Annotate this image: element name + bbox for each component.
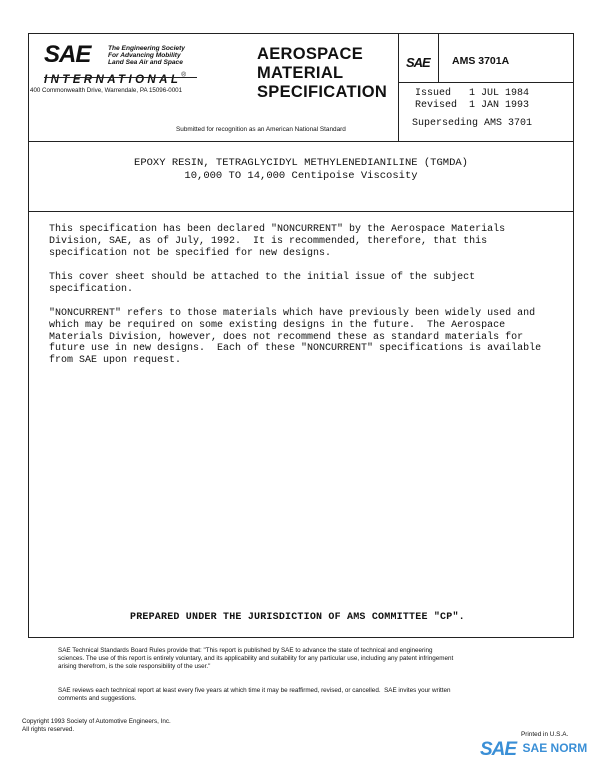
subject-divider: [28, 211, 574, 212]
watermark-text: SAE NORM: [522, 741, 588, 755]
subject-title: [28, 157, 574, 182]
title-line-3: SPECIFICATION: [257, 83, 388, 101]
issued-row: [415, 88, 529, 101]
issued-label: Issued: [415, 88, 452, 99]
page-title: [257, 45, 387, 102]
international-text: INTERNATIONAL: [44, 74, 182, 86]
watermark-logo: SAE: [480, 739, 517, 760]
revised-date: 1 JAN 1993: [469, 100, 530, 111]
doc-number-divider: [398, 82, 574, 83]
sae-logo-text: SAE: [44, 41, 91, 68]
revised-row: [415, 100, 529, 113]
title-line-1: AEROSPACE: [257, 45, 363, 63]
international-wordmark: [44, 70, 186, 88]
prepared-statement: PREPARED UNDER THE JURISDICTION OF AMS COMMITTEE "CP".: [130, 612, 465, 623]
review-note: SAE reviews each technical report at least every five years at which time it may be reaffirmed, revised, or cancelled. SAE invites your written comments and suggestions.: [58, 687, 451, 702]
sae-tagline: [108, 45, 185, 67]
address: 400 Commonwealth Drive, Warrendale, PA 15096-0001: [30, 87, 183, 94]
doc-number: AMS 3701A: [452, 55, 510, 67]
copyright: Copyright 1993 Society of Automotive Engineers, Inc. All rights reserved.: [22, 718, 171, 733]
subject-line-2: 10,000 TO 14,000 Centipoise Viscosity: [184, 169, 418, 182]
title-line-2: MATERIAL: [257, 64, 344, 82]
revised-label: Revised: [415, 100, 458, 111]
recognition-note: Submitted for recognition as an American National Standard: [176, 126, 346, 133]
issued-date: 1 JUL 1984: [469, 88, 530, 99]
header-divider: [28, 141, 574, 142]
subject-line-1: EPOXY RESIN, TETRAGLYCIDYL METHYLENEDIANILINE (TGMDA): [134, 157, 468, 169]
standards-rules: SAE Technical Standards Board Rules provide that: "This report is published by SAE to advance the state of technical and engineering sciences. The use of this report is entirely voluntary, and its applicability and suitability for any particular use, including any patent infringement arising therefrom, is the sole responsibility of the user.": [58, 647, 454, 670]
paragraph-3: "NONCURRENT" refers to those materials which have previously been widely used and which may be required on some existing designs in the future. The Aerospace Materials Division, however, does not recommend these as standard materials for future use in new designs. Each of these "NONCURRENT" specifications is available from SAE upon request.: [49, 308, 542, 367]
registered-mark: ®: [181, 71, 186, 79]
doc-logo-divider: [438, 33, 439, 82]
sae-logo: [44, 43, 90, 67]
tagline-line-2: For Advancing Mobility: [108, 52, 181, 60]
superseding: Superseding AMS 3701: [412, 118, 533, 129]
paragraph-1: This specification has been declared "NONCURRENT" by the Aerospace Materials Division, SAE, as of July, 1992. It is recommended, therefore, that this specification not be specified for new designs.: [49, 224, 506, 259]
printed-in: Printed in U.S.A.: [521, 731, 569, 738]
header-column-divider: [398, 33, 399, 141]
sae-norm-watermark: [480, 740, 587, 760]
international-underline: [44, 77, 197, 78]
doc-sae-logo-text: SAE: [406, 55, 430, 70]
doc-sae-logo: [406, 54, 430, 72]
paragraph-2: This cover sheet should be attached to the initial issue of the subject specification.: [49, 272, 476, 295]
tagline-line-1: The Engineering Society: [108, 45, 185, 52]
tagline-line-3: Land Sea Air and Space: [108, 59, 183, 67]
